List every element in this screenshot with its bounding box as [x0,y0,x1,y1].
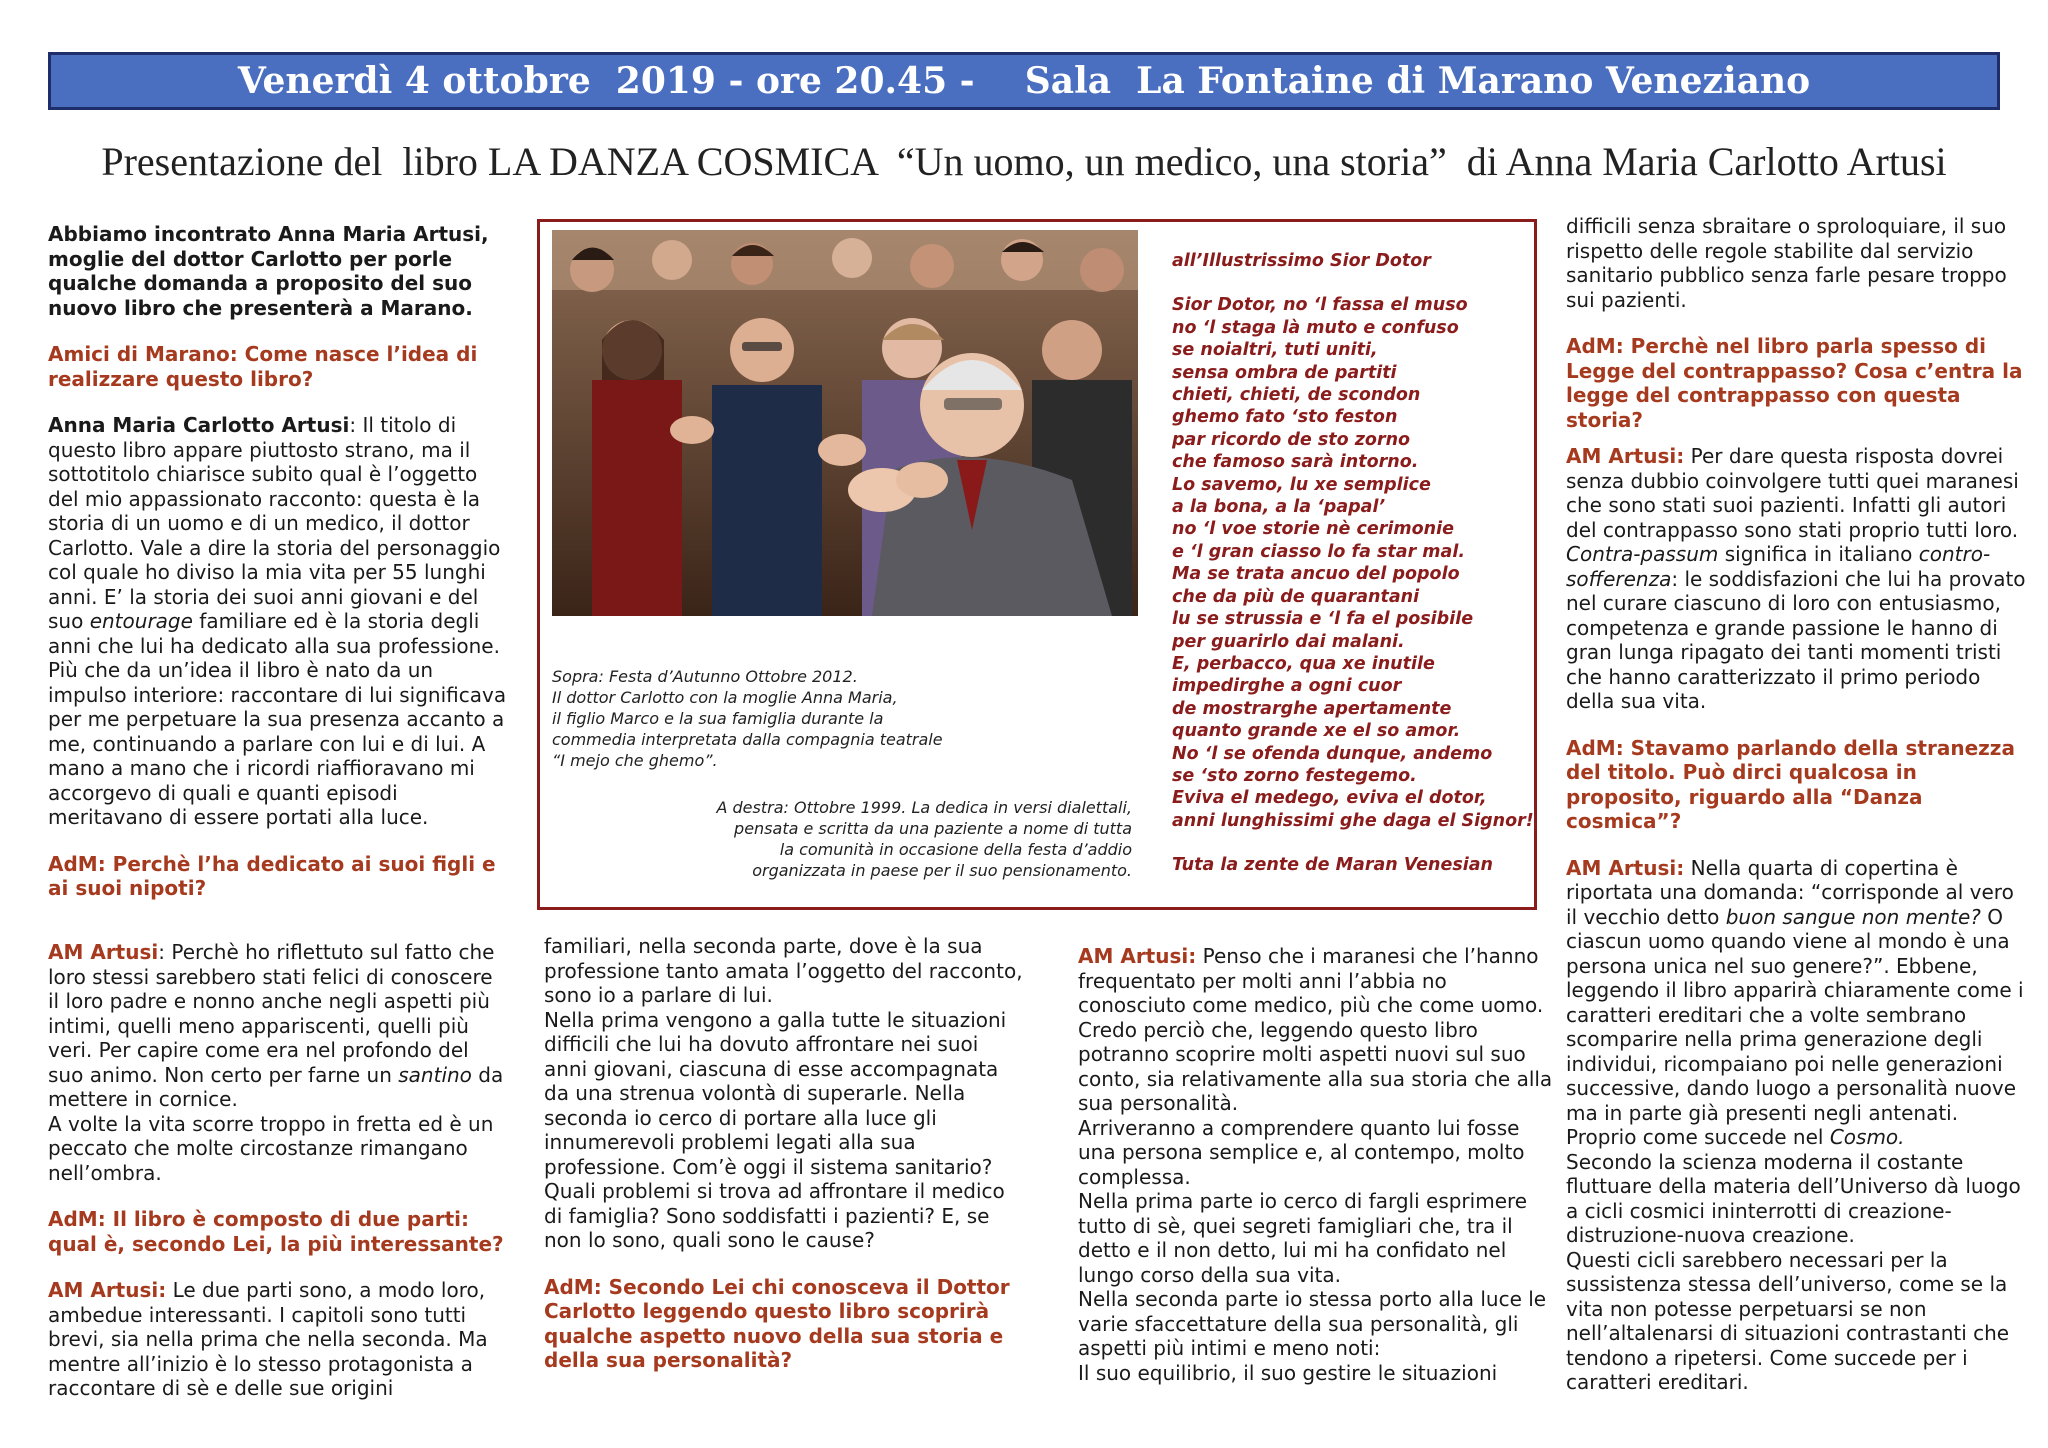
poem-line: quanto grande xe el so amor. [1172,721,1461,742]
answer-6-text-b: O ciascun uomo quando viene al mondo è una persona unica nel suo genere?”. Ebbene, leggendo il libro apparirà chiaramente come i caratteri ereditari che a volte sembrano scomparire nella prima generazione degli individui, ricompaiano poi nelle generazioni successive, dando luogo a personalità nuove ma in parte già presenti negli antenati. Proprio come succede nel [1566,904,2024,1149]
photo-caption-line-3: il figlio Marco e la sua famiglia durante la [552,709,884,728]
column-3-lower [1078,944,1558,1407]
column-2-lower [544,934,1024,1395]
photo-caption-line-5: “I mejo che ghemo”. [552,751,718,770]
audience-photo [552,230,1138,616]
answer-5-text-c: : le soddisfazioni che lui ha provato nel curare ciascuno di loro con entusiasmo, competenza e grande passione le hanno di gran lunga ripagato dei tanti momenti tristi che hanno caratterizzato il primo periodo della sua vita. [1566,566,2026,713]
answer-5-emphasis-1: Contra-passum [1566,542,1719,566]
question-3: AdM: Il libro è composto di due parti: qual è, secondo Lei, la più interessante? [48,1207,504,1256]
answer-6-emphasis-2: Cosmo. [1829,1125,1905,1149]
poem-caption-line-3: la comunità in occasione della festa d’addio [779,840,1132,859]
answer-2-emphasis: santino [398,1062,472,1087]
answer-3-text-c: Nella prima vengono a galla tutte le situazioni difficili che lui ha dovuto affrontare nei suoi anni giovani, ciascuna di esse accompagnata da una strenua volontà di superarle. Nella seconda io cerco di portare alla luce gli innumerevoli problemi legati alla sua professione. Com’è oggi il sistema sanitario? Quali problemi si trova ad affrontare il medico di famiglia? Sono soddisfatti i pazienti? E, se non lo sono, quali sono le cause? [544,1007,1007,1252]
answer-6-text-a: Nella quarta di copertina è riportata una domanda: “corrisponde al vero il vecchio detto [1566,855,2014,929]
answer-5-text-a: Per dare questa risposta dovrei senza dubbio coinvolgere tutti quei maranesi che sono stati suoi pazienti. Infatti gli autori del contrappasso sono stati proprio tutti loro. [1566,444,2019,542]
poem-heading: all’Illustrissimo Sior Dotor [1172,251,1431,271]
poem-caption-line-2: pensata e scritta da una paziente a nome di tutta [734,819,1132,838]
answer-1-speaker: Anna Maria Carlotto Artusi [48,413,350,437]
poem-line: no ‘l voe storie nè cerimonie [1172,519,1454,540]
question-6: AdM: Stavamo parlando della stranezza del titolo. Può dirci qualcosa in proposito, riguardo alla “Danza cosmica”? [1566,735,2015,833]
poem-line: no ‘l staga là muto e confuso [1172,317,1459,338]
poem-line: che famoso sarà intorno. [1172,452,1419,473]
photo-caption-line-1: Sopra: Festa d’Autunno Ottobre 2012. [552,667,858,686]
page-title: Presentazione del libro LA DANZA COSMICA “Un uomo, un medico, una storia” di Anna Maria Carlotto Artusi [101,139,1947,184]
poem-line: Ma se trata ancuo del popolo [1172,564,1460,585]
poem-line: per guarirlo dai malani. [1172,631,1405,652]
poem-spacer [1172,272,1530,294]
answer-1-text-b: familiare ed è la storia degli anni che lui ha dedicato alla sua professione. Più che da un’idea il libro è nato da un impulso interiore: raccontare di lui significava per me perpetuare la sua presenza accanto a me, continuando a parlare con lui e di lui. A mano a mano che i ricordi riaffioravano mi accorgevo di quali e quanti episodi meritavano di essere portati alla luce. [48,609,507,829]
poem-line: No ‘l se ofenda dunque, andemo [1172,743,1493,764]
answer-2-text-a: : Perchè ho riflettuto sul fatto che loro stessi sarebbero stati felici di conoscere il loro padre e nonno anche negli aspetti più intimi, quelli meno appariscenti, quelli più veri. Per capire come era nel profondo del suo animo. Non certo per farne un [48,940,495,1087]
poem-line: e ‘l gran ciasso lo fa star mal. [1172,541,1465,562]
answer-3-text-b: familiari, nella seconda parte, dove è la sua professione tanto amata l’oggetto del racconto, sono io a parlare di lui. [544,934,1023,1007]
answer-3-part-2 [544,934,1024,1253]
poem-line: che da più de quarantani [1172,586,1420,607]
question-5: AdM: Perchè nel libro parla spesso di Legge del contrappasso? Cosa c’entra la legge del contrappasso con questa storia? [1566,334,2023,432]
answer-6-speaker: AM Artusi: [1566,855,1685,880]
poem-line: lu se strussia e ‘l fa el posibile [1172,609,1474,630]
answer-5 [1566,444,2026,714]
answer-1-emphasis: entourage [89,609,193,633]
poem-line: de mostrarghe apertamente [1172,698,1452,719]
answer-5-speaker: AM Artusi: [1566,444,1685,468]
poem-line: Eviva el medego, eviva el dotor, [1172,788,1487,809]
photo-caption-line-2: Il dottor Carlotto con la moglie Anna Maria, [552,688,898,707]
audience-photo-illustration [552,230,1138,616]
answer-4-part-2: difficili senza sbraitare o sproloquiare, il suo rispetto delle regole stabilite dal servizio sanitario pubblico senza farle pesare troppo sui pazienti. [1566,214,2007,312]
answer-4-text-e: Il suo equilibrio, il suo gestire le situazioni [1078,1360,1498,1385]
poem-caption-line-4: organizzata in paese per il suo pensionamento. [752,861,1132,880]
answer-5-text-b: significa in italiano [1718,542,1919,566]
poem-line: E, perbacco, qua xe inutile [1172,653,1435,674]
poem-caption [612,797,1132,881]
event-banner: Venerdì 4 ottobre 2019 - ore 20.45 - Sala La Fontaine di Marano Veneziano [48,52,2000,110]
answer-3-part-1 [48,1278,508,1401]
photo-caption [552,666,992,771]
intro-paragraph: Abbiamo incontrato Anna Maria Artusi, moglie del dottor Carlotto per porle qualche domanda a proposito del suo nuovo libro che presenterà a Marano. [48,222,489,320]
answer-4-speaker: AM Artusi: [1078,944,1197,968]
poem-caption-line-1: A destra: Ottobre 1999. La dedica in versi dialettali, [716,798,1132,817]
answer-6 [1566,856,2026,1395]
poem-line: a la bona, a la ‘papal’ [1172,497,1386,518]
dialect-poem [1172,250,1534,877]
poem-line: par ricordo de sto zorno [1172,429,1411,450]
poem-line: Sior Dotor, no ‘l fassa el muso [1172,295,1468,316]
poem-line: sensa ombra de partiti [1172,362,1397,383]
answer-4-part-1 [1078,944,1558,1385]
column-1-lower [48,940,508,1423]
poem-line: chieti, chieti, de scondon [1172,385,1421,406]
column-1-upper [48,222,508,923]
answer-4-text-a: Penso che i maranesi che l’hanno frequentato per molti anni l’abbia no conosciuto come medico, più che come uomo. Credo perciò che, leggendo questo libro potranno scoprire molti aspetti nuovi sul suo conto, sia relativamente alla sua storia che alla sua personalità. [1078,944,1553,1115]
poem-line: anni lunghissimi ghe daga el Signor! [1172,810,1534,831]
answer-3-speaker: AM Artusi: [48,1278,167,1302]
answer-4-text-b: Arriveranno a comprendere quanto lui fosse una persona semplice e, al contempo, molto complessa. [1078,1115,1525,1189]
photo-caption-line-4: commedia interpretata dalla compagnia teatrale [552,730,943,749]
answer-1 [48,413,508,830]
answer-6-emphasis-1: buon sangue non mente? [1725,904,1981,929]
answer-4-text-c: Nella prima parte io cerco di fargli esprimere tutto di sè, quei segreti famigliari che, tra il detto e il non detto, lui mi ha confidato nel lungo corso della sua vita. [1078,1189,1528,1287]
answer-6-text-d: Questi cicli sarebbero necessari per la sussistenza stessa dell’universo, come se la vita non potesse perpetuarsi se non nell’altalenarsi di situazioni contrastanti che tendono a ripetersi. Come succede per i caratteri ereditari. [1566,1247,2010,1394]
column-4 [1566,214,2026,1417]
question-4: AdM: Secondo Lei chi conosceva il Dottor Carlotto leggendo questo libro scoprirà qualche aspetto nuovo della sua storia e della sua personalità? [544,1274,1010,1372]
answer-3-text-a: Le due parti sono, a modo loro, ambedue interessanti. I capitoli sono tutti brevi, sia nella prima che nella seconda. Ma mentre all’inizio è lo stesso protagonista a raccontare di sè e delle sue origini [48,1278,488,1400]
poem-line: se ‘sto zorno festegemo. [1172,765,1417,786]
answer-2-text-b: da mettere in cornice. [48,1062,504,1111]
answer-2-speaker: AM Artusi [48,940,159,964]
poem-line: ghemo fato ‘sto feston [1172,407,1398,428]
answer-6-text-c: Secondo la scienza moderna il costante fluttuare della materia dell’Universo dà luogo a cicli cosmici ininterrotti di creazione-distruzione-nuova creazione. [1566,1149,2021,1247]
poem-line: Lo savemo, lu xe semplice [1172,474,1431,495]
answer-2 [48,940,508,1185]
answer-4-text-d: Nella seconda parte io stessa porto alla luce le varie sfaccettature della sua personalità, gli aspetti più intimi e meno noti: [1078,1287,1547,1360]
poem-spacer [1172,832,1530,854]
poem-line: impedirghe a ogni cuor [1172,676,1402,697]
question-2: AdM: Perchè l’ha dedicato ai suoi figli e ai suoi nipoti? [48,851,496,900]
poem-signature: Tuta la zente de Maran Venesian [1172,855,1493,876]
answer-1-text-a: : Il titolo di questo libro appare piuttosto strano, ma il sottotitolo chiarisce subito qual è l’oggetto del mio appassionato racconto: questa è la storia di un uomo e di un medico, il dottor Carlotto. Vale a dire la storia del personaggio col quale ho diviso la mia vita per 55 lunghi anni. E’ la storia dei suoi anni giovani e del suo [48,413,501,633]
answer-5-emphasis-2: contro-sofferenza [1566,542,1991,591]
poem-line: se noialtri, tuti uniti, [1172,340,1378,361]
question-1: Amici di Marano: Come nasce l’idea di realizzare questo libro? [48,342,478,391]
answer-2-text-c: A volte la vita scorre troppo in fretta ed è un peccato che molte circostanze rimangano nell’ombra. [48,1111,494,1185]
